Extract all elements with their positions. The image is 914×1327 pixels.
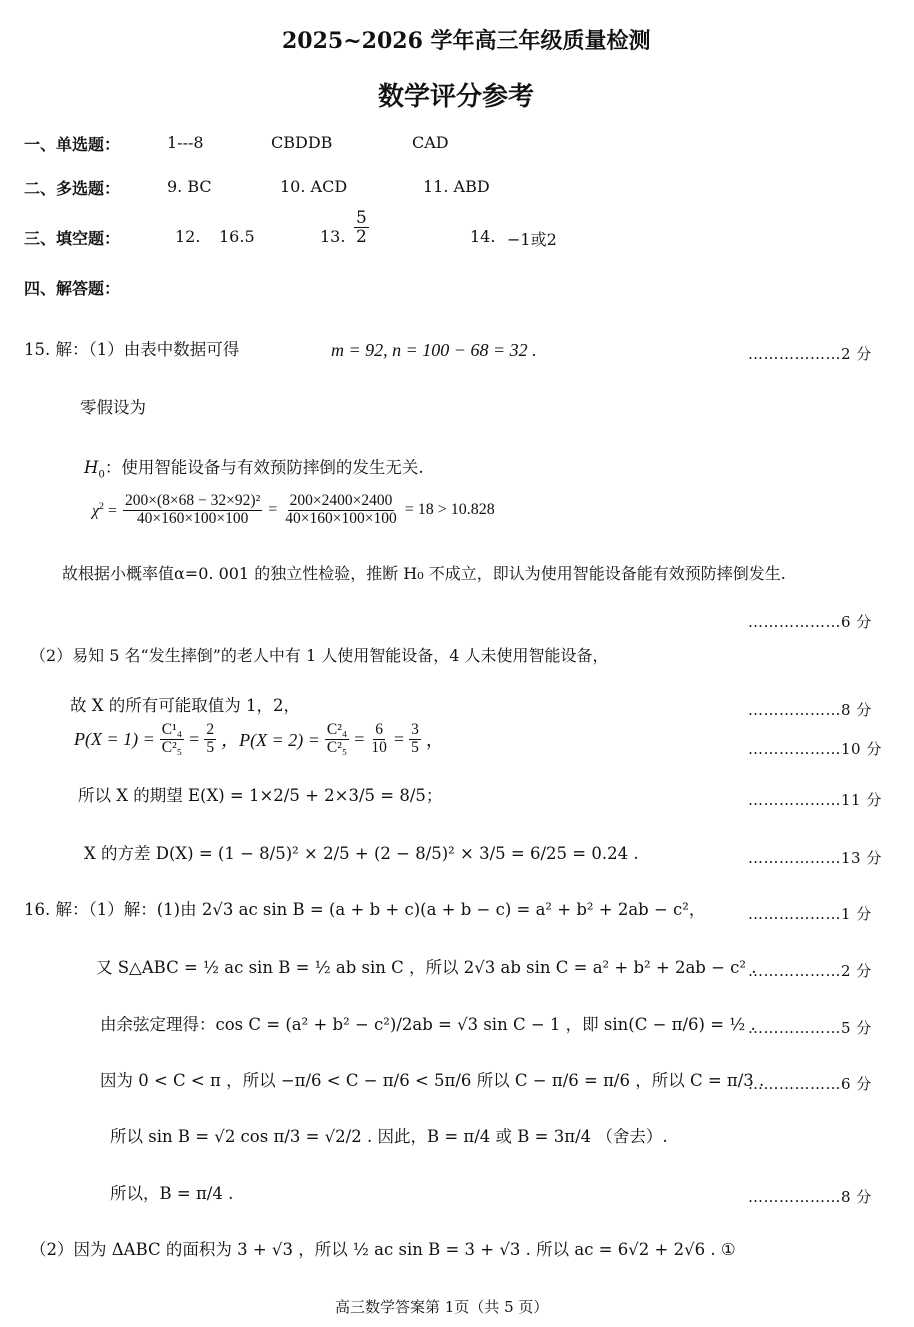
- chi-fraction-1: [123, 493, 262, 527]
- q16-line-3: 由余弦定理得：cos C = (a² + b² − c²)/2ab = √3 sin C − 1 ，即 sin(C − π/6) = ½ .: [100, 1015, 756, 1034]
- p2-mid-denom: 10: [371, 738, 387, 756]
- page-footer: 高三数学答案第 1页（共 5 页）: [335, 1298, 549, 1316]
- multi-q10: 10. ACD: [280, 177, 348, 196]
- h0-text: ：使用智能设备与有效预防摔倒的发生无关.: [104, 458, 424, 477]
- q15-h0-line: [84, 460, 424, 481]
- q15-variance: X 的方差 D(X) = (1 − 8/5)² × 2/5 + (2 − 8/5)² × 3/5 = 6/25 = 0.24 .: [84, 844, 639, 863]
- p1-numer: C¹₄: [161, 721, 183, 738]
- q15-points-13: ………………13 分: [748, 849, 882, 867]
- fill-q13-num: 13.: [320, 227, 346, 246]
- q16-points-1: ………………1 分: [748, 905, 872, 923]
- solve-label: 四、解答题：: [24, 279, 121, 298]
- q15-points-10: ………………10 分: [748, 740, 882, 758]
- chi-frac2-numer: 200×2400×2400: [289, 492, 393, 509]
- p2-mid-value: [369, 722, 389, 756]
- fill-q14-num: 14.: [470, 227, 496, 246]
- p2-denom: C²₅: [326, 738, 348, 756]
- q16-line-7: （2）因为 ΔABC 的面积为 3 + √3 ，所以 ½ ac sin B = 3 + √3 . 所以 ac = 6√2 + 2√6 . ①: [30, 1240, 736, 1259]
- q15-intro: 15. 解：（1）由表中数据可得: [24, 340, 240, 359]
- q15-mn-values: [331, 340, 537, 361]
- chi-frac1-numer: 200×(8×68 − 32×92)²: [125, 492, 261, 509]
- doc-title: 2025~2026 学年高三年级质量检测: [282, 28, 651, 54]
- fill-q13-fraction: [354, 209, 369, 247]
- p1-eq-sign: =: [189, 728, 200, 749]
- q15-mn-text: m = 92, n = 100 − 68 = 32 .: [331, 340, 537, 360]
- fill-q14-ans: −1或2: [507, 230, 557, 249]
- p2-mid-numer: 6: [375, 721, 384, 738]
- fill-q12-num: 12.: [175, 227, 201, 246]
- fill-q13-numer: 5: [356, 208, 367, 228]
- h0-symbol: H: [84, 458, 99, 477]
- q15-expectation: 所以 X 的期望 E(X) = 1×2/5 + 2×3/5 = 8/5；: [78, 786, 443, 805]
- q16-points-6: ………………6 分: [748, 1075, 872, 1093]
- h0-subscript: 0: [98, 469, 105, 481]
- fill-q12-ans: 16.5: [219, 227, 255, 246]
- p2-eq-numer: 3: [411, 721, 419, 738]
- q16-line-1: 16. 解：（1）解：(1)由 2√3 ac sin B = (a + b + c)(a + b − c) = a² + b² + 2ab − c²，: [24, 900, 706, 919]
- doc-subtitle: 数学评分参考: [378, 82, 535, 112]
- chi-frac2-denom: 40×160×100×100: [285, 509, 397, 527]
- chi-symbol: $\chi^2$ =: [92, 500, 118, 519]
- q16-line-6: 所以，B = π/4 .: [110, 1184, 234, 1203]
- q15-points-11: ………………11 分: [748, 791, 882, 809]
- p1-eq-denom: 5: [206, 738, 215, 756]
- multi-q9: 9. BC: [167, 177, 212, 196]
- fill-label: 三、填空题：: [24, 229, 121, 248]
- q16-line-4: 因为 0 < C < π ，所以 −π/6 < C − π/6 < 5π/6 所以 C − π/6 = π/6 ，所以 C = π/3 .: [100, 1071, 765, 1090]
- q15-points-8: ………………8 分: [748, 701, 872, 719]
- chi-result: = 18 > 10.828: [404, 501, 495, 519]
- chi-frac1-denom: 40×160×100×100: [136, 509, 249, 527]
- q15-conclusion: 故根据小概率值α=0. 001 的独立性检验，推断 H₀ 不成立，即认为使用智能设备能有效预防摔倒发生.: [62, 564, 786, 583]
- p1-combination: [160, 722, 184, 756]
- p2-eq-sign-1: =: [354, 728, 365, 749]
- q16-line-5: 所以 sin B = √2 cos π/3 = √2/2 . 因此，B = π/4 或 B = 3π/4 （舍去）.: [110, 1127, 668, 1146]
- q15-part2-intro: （2）易知 5 名“发生摔倒”的老人中有 1 人使用智能设备，4 人未使用智能设备，: [30, 646, 609, 665]
- fill-q13-denom: 2: [356, 227, 367, 248]
- p1-denom: C²₅: [161, 738, 183, 756]
- p2-lhs: ，P(X = 2) =: [221, 730, 320, 751]
- p1-value: [204, 722, 216, 756]
- p2-numer: C²₄: [326, 721, 348, 738]
- q16-points-8: ………………8 分: [748, 1188, 872, 1206]
- p1-lhs: P(X = 1) =: [74, 728, 155, 749]
- p2-combination: [325, 722, 349, 756]
- p-end-comma: ，: [425, 730, 444, 751]
- single-range: 1---8: [167, 133, 204, 152]
- chi-eq: =: [268, 501, 278, 519]
- p1-eq-numer: 2: [206, 721, 215, 738]
- q16-points-5: ………………5 分: [748, 1019, 872, 1037]
- q15-null-label: 零假设为: [80, 398, 146, 417]
- q15-points-2: ………………2 分: [748, 345, 872, 363]
- single-label: 一、单选题：: [24, 135, 121, 154]
- q15-points-6: ………………6 分: [748, 613, 872, 631]
- p2-eq-sign-2: =: [393, 728, 405, 749]
- multi-q11: 11. ABD: [423, 177, 490, 196]
- chi-square-formula: [92, 493, 495, 527]
- p2-eq-denom: 5: [411, 738, 419, 756]
- p2-value: [409, 722, 421, 756]
- multi-label: 二、多选题：: [24, 179, 121, 198]
- q16-points-2: ………………2 分: [748, 962, 872, 980]
- single-group2: CAD: [412, 133, 449, 152]
- q16-line-2: 又 S△ABC = ½ ac sin B = ½ ab sin C ，所以 2√3 ab sin C = a² + b² + 2ab − c² .: [96, 958, 757, 977]
- single-group1: CBDDB: [271, 133, 333, 152]
- chi-fraction-2: [283, 493, 398, 527]
- q15-probabilities: [74, 722, 444, 756]
- q15-x-values: 故 X 的所有可能取值为 1，2，: [70, 696, 300, 715]
